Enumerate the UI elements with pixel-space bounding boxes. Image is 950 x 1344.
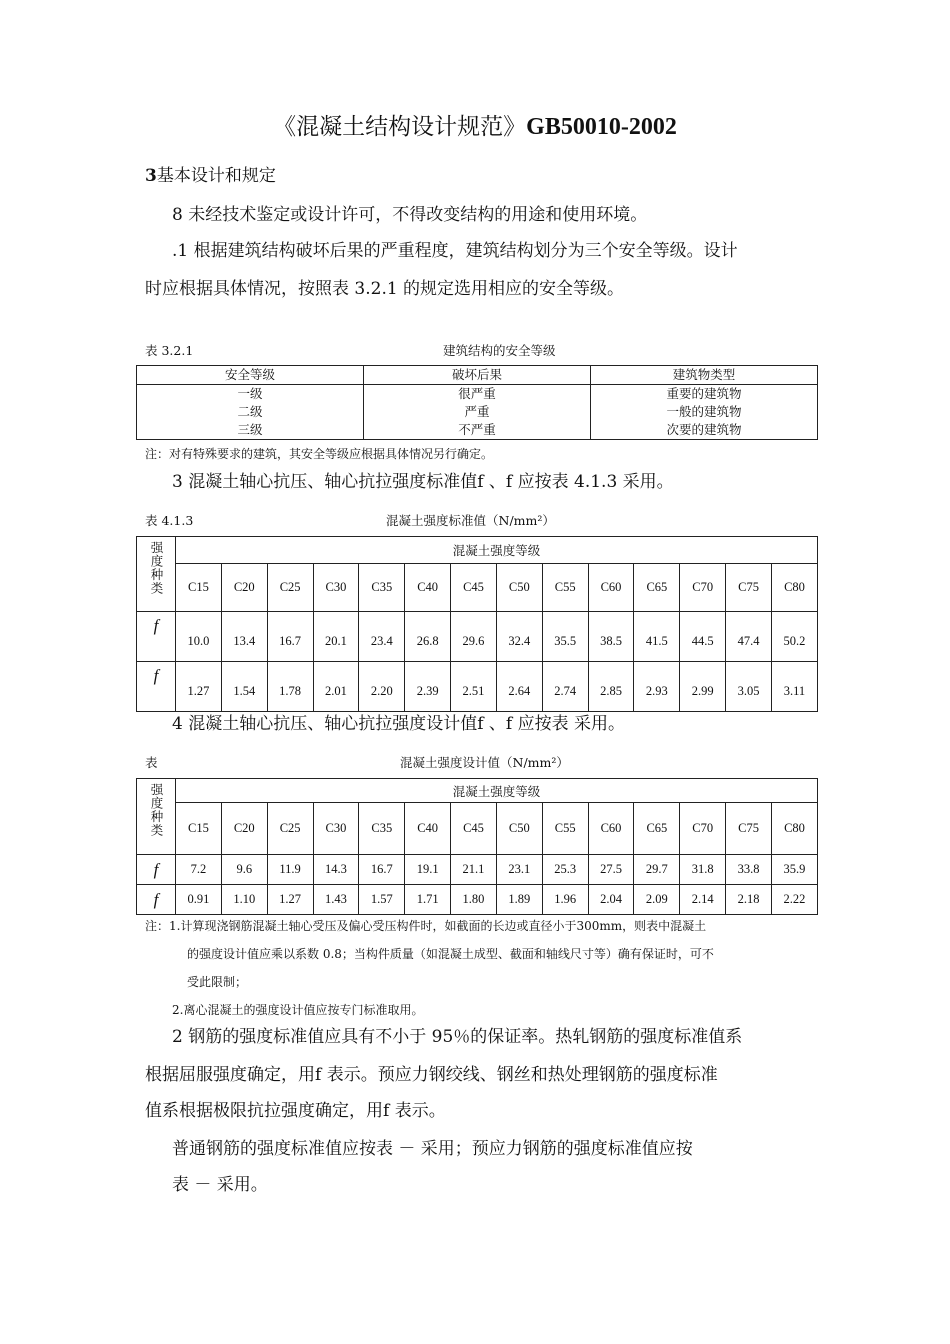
t3-value-cell: 31.8 <box>680 855 726 885</box>
paragraph-6-line-2: 表 － 采用。 <box>172 1175 268 1195</box>
t3-grade-cell: C65 <box>634 803 680 855</box>
table2-caption: 混凝土强度标准值（N/mm²） <box>386 513 555 528</box>
t2-symbol-f: f <box>153 616 159 635</box>
t2-value-cell: 1.78 <box>267 662 313 712</box>
paragraph-5-line-3: 值系根据极限抗拉强度确定，用f 表示。 <box>145 1101 446 1121</box>
table3-side-header-cell <box>137 779 176 855</box>
t2-value-cell: 16.7 <box>267 612 313 662</box>
t3-value-cell: 7.2 <box>176 855 222 885</box>
t2-value-cell: 2.99 <box>680 662 726 712</box>
t3-value-cell: 2.22 <box>771 885 817 915</box>
table3-row <box>137 885 818 915</box>
t3-value-cell: 2.14 <box>680 885 726 915</box>
t3-grade-cell: C70 <box>680 803 726 855</box>
t2-value-cell: 47.4 <box>726 612 772 662</box>
t2-value-cell: 23.4 <box>359 612 405 662</box>
t3-value-cell: 1.71 <box>405 885 451 915</box>
table2-number: 表 4.1.3 <box>145 513 194 528</box>
t2-grade-cell: C65 <box>634 564 680 612</box>
t2-value-cell: 13.4 <box>221 612 267 662</box>
table1-row <box>137 421 818 440</box>
document-title <box>0 108 950 141</box>
t3-value-cell: 21.1 <box>451 855 497 885</box>
t2-value-cell: 41.5 <box>634 612 680 662</box>
t2-grade-cell: C40 <box>405 564 451 612</box>
t3-row-symbol <box>137 855 176 885</box>
t2-symbol-f: f <box>153 666 159 685</box>
t3-value-cell: 19.1 <box>405 855 451 885</box>
title-text: 《混凝土结构设计规范》 <box>273 114 527 140</box>
t2-grade-cell: C20 <box>221 564 267 612</box>
t3-grade-cell: C75 <box>726 803 772 855</box>
t2-value-cell: 1.27 <box>176 662 222 712</box>
t2-value-cell: 2.39 <box>405 662 451 712</box>
t2-grade-cell: C50 <box>496 564 542 612</box>
table1-cell: 重要的建筑物 <box>591 385 818 404</box>
t2-value-cell: 2.64 <box>496 662 542 712</box>
t2-value-cell: 50.2 <box>771 612 817 662</box>
table3-row <box>137 855 818 885</box>
t3-grade-cell: C55 <box>542 803 588 855</box>
t3-value-cell: 27.5 <box>588 855 634 885</box>
t3-value-cell: 1.57 <box>359 885 405 915</box>
t3-symbol-f: f <box>153 889 159 909</box>
t3-value-cell: 16.7 <box>359 855 405 885</box>
t2-value-cell: 35.5 <box>542 612 588 662</box>
table1-cell: 一级 <box>137 385 364 404</box>
table3-number: 表 <box>145 755 158 770</box>
table1-cell: 次要的建筑物 <box>591 421 818 440</box>
t2-value-cell: 2.85 <box>588 662 634 712</box>
t2-grade-cell: C25 <box>267 564 313 612</box>
t2-value-cell: 2.74 <box>542 662 588 712</box>
table1-note: 注：对有特殊要求的建筑，其安全等级应根据具体情况另行确定。 <box>145 447 494 461</box>
table1-header-row <box>137 366 818 385</box>
title-code: GB50010-2002 <box>526 114 677 140</box>
t2-row-symbol <box>137 662 176 712</box>
t3-value-cell: 14.3 <box>313 855 359 885</box>
t3-value-cell: 1.80 <box>451 885 497 915</box>
table3-caption: 混凝土强度设计值（N/mm²） <box>400 755 569 770</box>
table1-header: 安全等级 <box>137 366 364 385</box>
t3-value-cell: 1.96 <box>542 885 588 915</box>
table1-cell: 二级 <box>137 403 364 421</box>
t2-value-cell: 38.5 <box>588 612 634 662</box>
t3-value-cell: 11.9 <box>267 855 313 885</box>
table3-note-1: 注：1.计算现浇钢筋混凝土轴心受压及偏心受压构件时，如截面的长边或直径小于300mm，则表中混凝土 <box>145 919 707 933</box>
t2-grade-cell: C35 <box>359 564 405 612</box>
table1-cell: 严重 <box>364 403 591 421</box>
t2-grade-cell: C45 <box>451 564 497 612</box>
table1-cell: 不严重 <box>364 421 591 440</box>
t2-grade-cell: C80 <box>771 564 817 612</box>
table1-cell: 很严重 <box>364 385 591 404</box>
t3-value-cell: 1.10 <box>221 885 267 915</box>
table3-side-header: 强度种类 <box>149 783 163 837</box>
table2-row <box>137 612 818 662</box>
t3-value-cell: 2.04 <box>588 885 634 915</box>
t3-grade-cell: C30 <box>313 803 359 855</box>
table1-caption: 建筑结构的安全等级 <box>443 343 556 358</box>
paragraph-2-line-2: 时应根据具体情况，按照表 3.2.1 的规定选用相应的安全等级。 <box>145 279 625 299</box>
t3-value-cell: 2.09 <box>634 885 680 915</box>
t3-row-symbol <box>137 885 176 915</box>
t3-value-cell: 35.9 <box>771 855 817 885</box>
t3-value-cell: 1.89 <box>496 885 542 915</box>
table3-note-2: 2.离心混凝土的强度设计值应按专门标准取用。 <box>172 1003 424 1017</box>
section-label: 基本设计和规定 <box>156 166 276 186</box>
t2-value-cell: 2.51 <box>451 662 497 712</box>
table3-note-1-end: 受此限制； <box>187 975 248 989</box>
t2-value-cell: 26.8 <box>405 612 451 662</box>
paragraph-6-line-1: 普通钢筋的强度标准值应按表 － 采用；预应力钢筋的强度标准值应按 <box>172 1139 693 1159</box>
table1-row <box>137 385 818 404</box>
paragraph-3: 3 混凝土轴心抗压、轴心抗拉强度标准值f 、f 应按表 4.1.3 采用。 <box>172 472 674 492</box>
table3-note-1-cont: 的强度设计值应乘以系数 0.8；当构件质量（如混凝土成型、截面和轴线尺寸等）确有保证时，可不 <box>187 947 714 961</box>
t3-value-cell: 9.6 <box>221 855 267 885</box>
t2-row-symbol <box>137 612 176 662</box>
t2-grade-cell: C70 <box>680 564 726 612</box>
t2-grade-cell: C75 <box>726 564 772 612</box>
table3-group-row <box>137 779 818 803</box>
t3-value-cell: 1.43 <box>313 885 359 915</box>
t3-grade-cell: C60 <box>588 803 634 855</box>
t2-value-cell: 44.5 <box>680 612 726 662</box>
t2-value-cell: 3.11 <box>771 662 817 712</box>
t3-value-cell: 23.1 <box>496 855 542 885</box>
section-number: 3 <box>145 166 157 186</box>
t2-value-cell: 10.0 <box>176 612 222 662</box>
table2-row <box>137 662 818 712</box>
t3-value-cell: 1.27 <box>267 885 313 915</box>
table2-group-header: 混凝土强度等级 <box>176 537 818 564</box>
table1-cell: 三级 <box>137 421 364 440</box>
paragraph-5-line-2: 根据屈服强度确定，用f 表示。预应力钢绞线、钢丝和热处理钢筋的强度标准 <box>145 1065 718 1085</box>
t3-value-cell: 25.3 <box>542 855 588 885</box>
section-heading <box>145 166 276 186</box>
t2-grade-cell: C60 <box>588 564 634 612</box>
t3-grade-cell: C15 <box>176 803 222 855</box>
t3-grade-cell: C20 <box>221 803 267 855</box>
t3-symbol-f: f <box>153 859 159 879</box>
paragraph-1: 8 未经技术鉴定或设计许可，不得改变结构的用途和使用环境。 <box>172 205 648 225</box>
paragraph-4: 4 混凝土轴心抗压、轴心抗拉强度设计值f 、f 应按表 采用。 <box>172 714 626 734</box>
table3-group-header: 混凝土强度等级 <box>176 779 818 803</box>
table2-side-header-cell <box>137 537 176 612</box>
paragraph-5-line-1: 2 钢筋的强度标准值应具有不小于 95％的保证率。热轧钢筋的强度标准值系 <box>172 1027 743 1047</box>
table1-cell: 一般的建筑物 <box>591 403 818 421</box>
t2-grade-cell: C55 <box>542 564 588 612</box>
table2-grade-row <box>137 564 818 612</box>
table-safety-grades <box>136 365 818 440</box>
t3-value-cell: 0.91 <box>176 885 222 915</box>
table2-group-row <box>137 537 818 564</box>
t3-grade-cell: C45 <box>451 803 497 855</box>
t3-grade-cell: C35 <box>359 803 405 855</box>
table3-grade-row <box>137 803 818 855</box>
table1-row <box>137 403 818 421</box>
paragraph-2-line-1: .1 根据建筑结构破坏后果的严重程度，建筑结构划分为三个安全等级。设计 <box>172 241 738 261</box>
t2-value-cell: 20.1 <box>313 612 359 662</box>
t3-value-cell: 29.7 <box>634 855 680 885</box>
t2-grade-cell: C30 <box>313 564 359 612</box>
t2-value-cell: 29.6 <box>451 612 497 662</box>
t2-value-cell: 2.93 <box>634 662 680 712</box>
t3-grade-cell: C80 <box>771 803 817 855</box>
t2-value-cell: 1.54 <box>221 662 267 712</box>
table1-header: 破坏后果 <box>364 366 591 385</box>
t3-grade-cell: C25 <box>267 803 313 855</box>
table-strength-design <box>136 778 818 915</box>
t2-value-cell: 3.05 <box>726 662 772 712</box>
table1-number: 表 3.2.1 <box>145 343 194 358</box>
t3-value-cell: 2.18 <box>726 885 772 915</box>
t2-grade-cell: C15 <box>176 564 222 612</box>
t2-value-cell: 32.4 <box>496 612 542 662</box>
t3-value-cell: 33.8 <box>726 855 772 885</box>
table2-side-header: 强度种类 <box>149 541 163 595</box>
table1-header: 建筑物类型 <box>591 366 818 385</box>
table-strength-standard <box>136 536 818 712</box>
t3-grade-cell: C40 <box>405 803 451 855</box>
t2-value-cell: 2.20 <box>359 662 405 712</box>
t3-grade-cell: C50 <box>496 803 542 855</box>
t2-value-cell: 2.01 <box>313 662 359 712</box>
